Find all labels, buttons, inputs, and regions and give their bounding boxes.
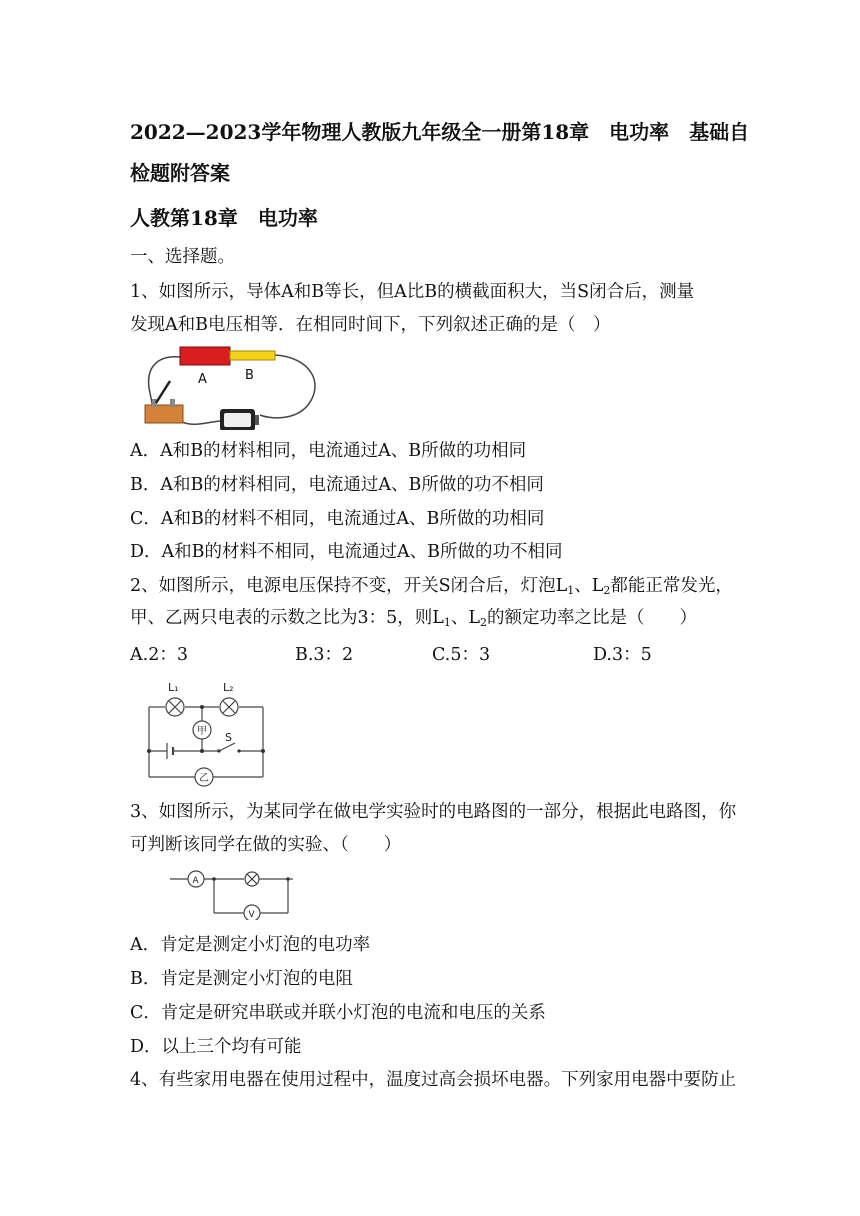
- q2-stem-line-2: 甲、乙两只电表的示数之比为3：5，则$L_1$、$L_2$的额定功率之比是（ ）: [130, 608, 698, 629]
- q2-option-d: D.3：5: [593, 645, 652, 665]
- doc-title-line-1: 2022—2023学年物理人教版九年级全一册第18章 电功率 基础自: [130, 120, 750, 144]
- q2-option-c: C.5：3: [432, 645, 491, 665]
- q3-option-c: C．肯定是研究串联或并联小灯泡的电流和电压的关系: [130, 1003, 546, 1023]
- q3-stem-line-1: 3、如图所示，为某同学在做电学实验时的电路图的一部分，根据此电路图，你: [130, 802, 737, 822]
- q3-circuit-figure: [168, 866, 298, 920]
- chapter-heading: 人教第18章 电功率: [130, 206, 318, 230]
- q1-circuit-figure: [140, 343, 325, 430]
- q1-stem-line-1: 1、如图所示，导体A和B等长，但A比B的横截面积大，当S闭合后，测量: [130, 282, 695, 302]
- q1-option-b: B．A和B的材料相同，电流通过A、B所做的功不相同: [130, 475, 544, 495]
- q2-fig-label-l1: L₁: [168, 681, 179, 694]
- q1-option-d: D．A和B的材料不相同，电流通过A、B所做的功不相同: [130, 542, 563, 562]
- q3-fig-label-v: V: [248, 910, 255, 920]
- q1-fig-label-b: B: [245, 368, 254, 383]
- doc-title-line-2: 检题附答案: [130, 161, 230, 185]
- q2-fig-label-yi: 乙: [199, 773, 209, 784]
- q3-stem-line-2: 可判断该同学在做的实验、（ ）: [130, 835, 402, 855]
- q2-stem-line-1: 2、如图所示，电源电压保持不变，开关S闭合后，灯泡$L_1$、$L_2$都能正常发光，: [130, 576, 733, 597]
- q3-fig-label-a: A: [192, 876, 199, 886]
- q3-option-a: A．肯定是测定小灯泡的电功率: [130, 935, 371, 955]
- q1-fig-label-a: A: [198, 372, 207, 387]
- q3-option-d: D．以上三个均有可能: [130, 1037, 302, 1057]
- q1-stem-line-2: 发现A和B电压相等．在相同时间下，下列叙述正确的是（ ）: [130, 315, 611, 335]
- q3-option-b: B．肯定是测定小灯泡的电阻: [130, 969, 353, 989]
- q2-fig-label-l2: L₂: [223, 681, 234, 694]
- q2-fig-label-jia: 甲: [197, 726, 207, 737]
- section-heading: 一、选择题。: [130, 247, 235, 267]
- q2-circuit-figure: [141, 677, 271, 793]
- q1-option-c: C．A和B的材料不相同，电流通过A、B所做的功相同: [130, 509, 545, 529]
- q2-option-a: A.2：3: [130, 645, 188, 665]
- q2-fig-label-s: S: [225, 731, 232, 744]
- q1-option-a: A．A和B的材料相同，电流通过A、B所做的功相同: [130, 441, 527, 461]
- q2-option-b: B.3：2: [295, 645, 354, 665]
- q4-stem-line-1: 4、有些家用电器在使用过程中，温度过高会损坏电器。下列家用电器中要防止: [130, 1070, 737, 1090]
